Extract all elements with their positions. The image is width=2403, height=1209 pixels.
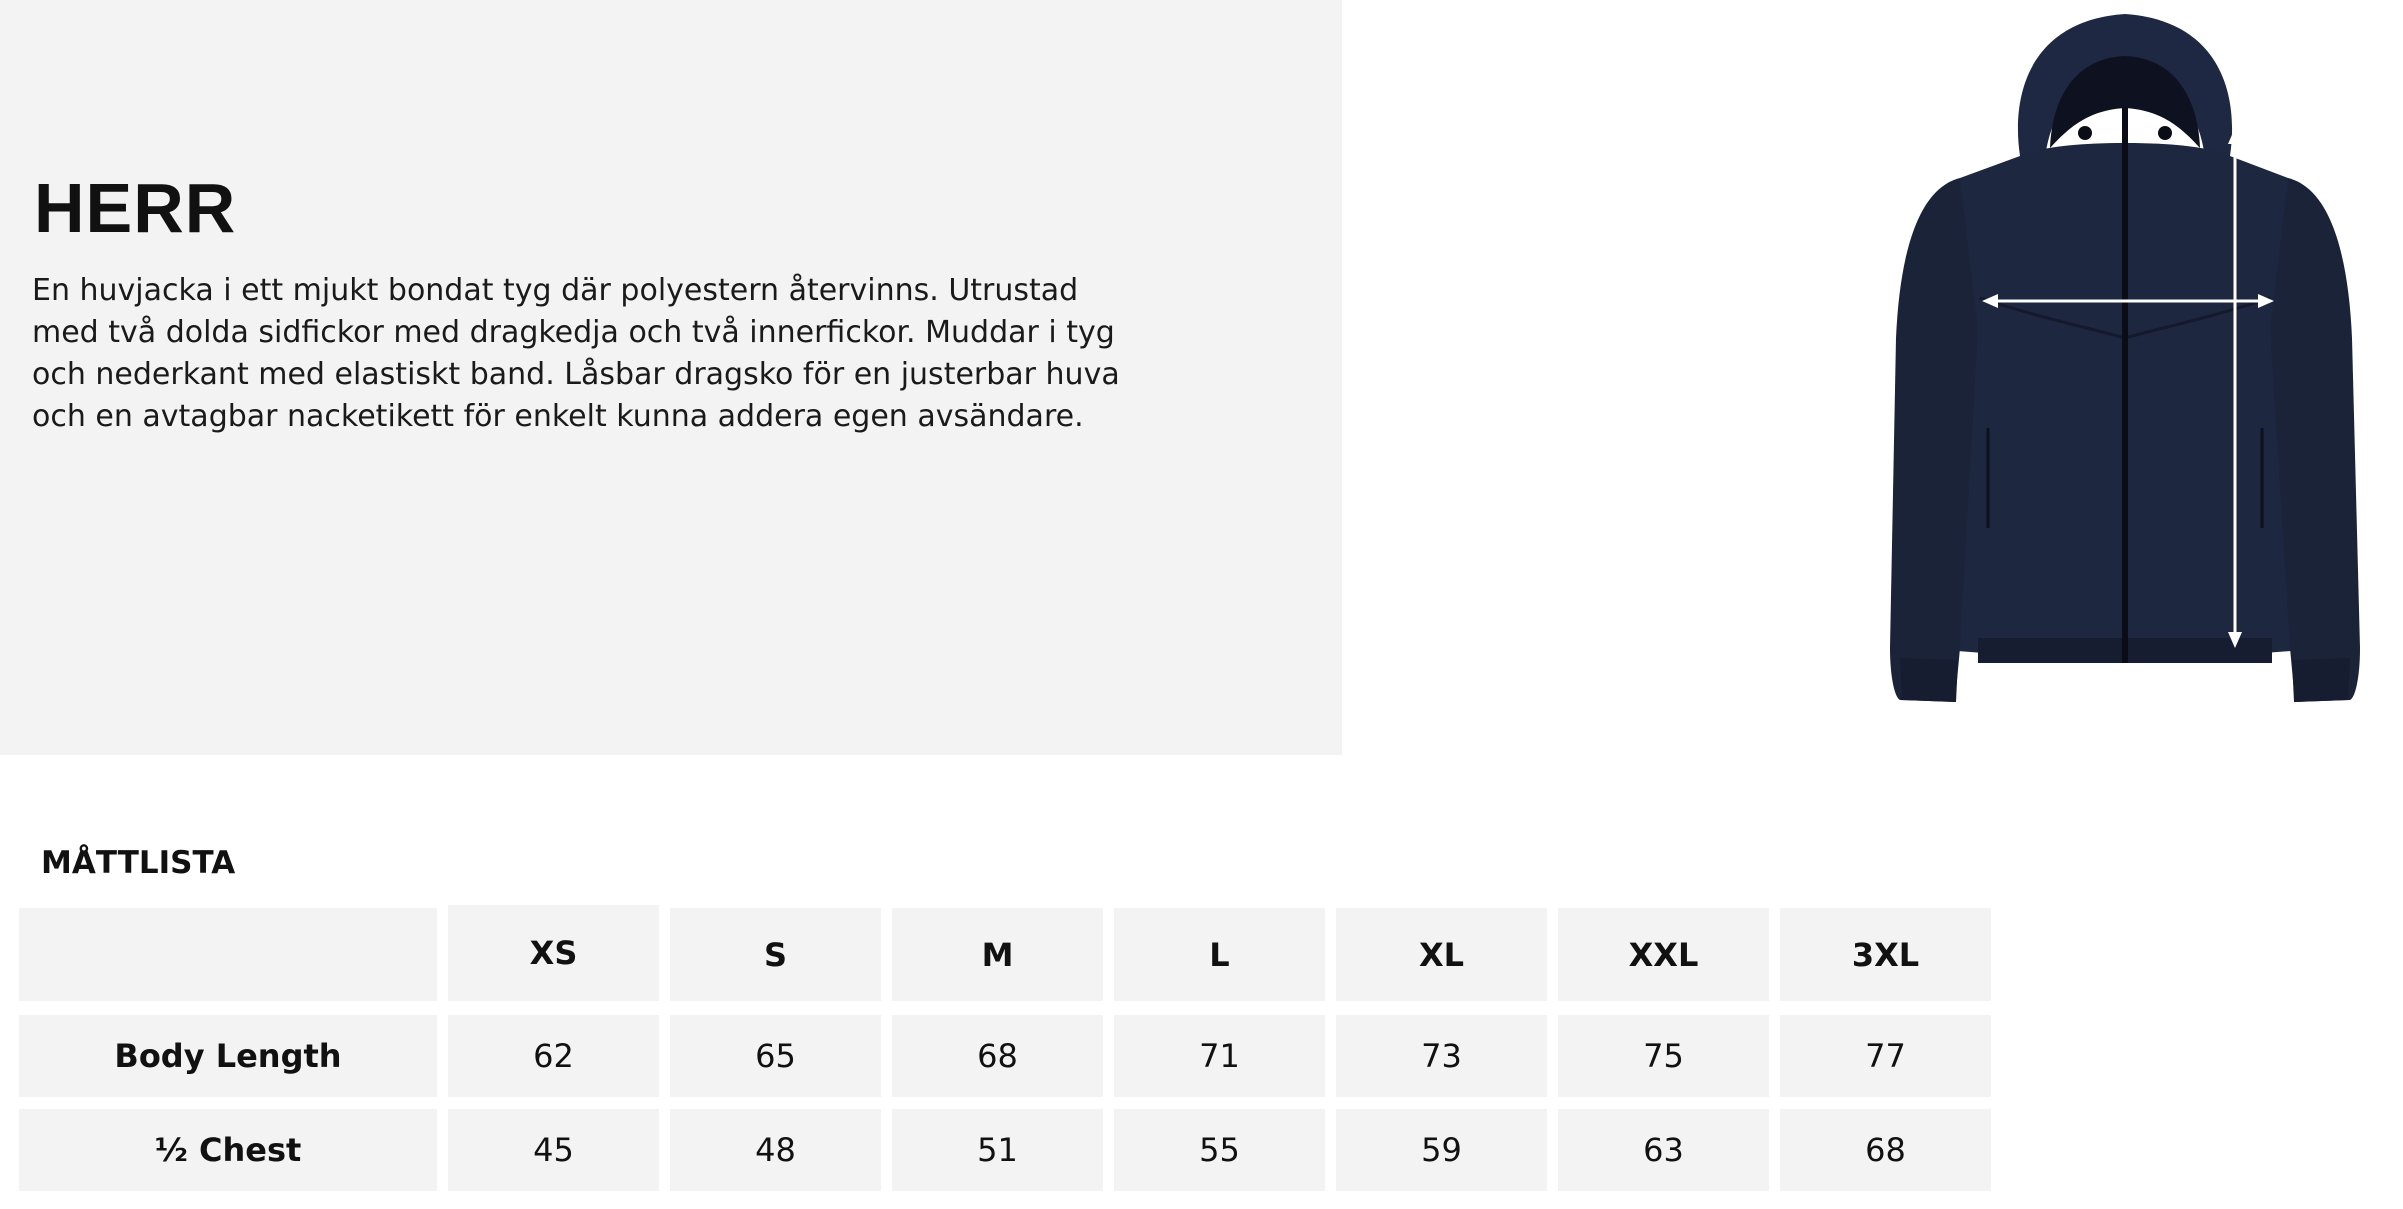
table-cell: 68 <box>1780 1109 1991 1191</box>
table-cell: 63 <box>1558 1109 1769 1191</box>
column-header-xs: XS <box>448 905 659 1001</box>
table-cell: 71 <box>1114 1015 1325 1097</box>
hooded-jacket-icon <box>1860 8 2400 713</box>
column-header-xxl: XXL <box>1558 908 1769 1001</box>
table-cell: 75 <box>1558 1015 1769 1097</box>
column-header-l: L <box>1114 908 1325 1001</box>
size-table-title: MÅTTLISTA <box>41 845 236 881</box>
page-title: HERR <box>34 169 237 247</box>
table-cell: 65 <box>670 1015 881 1097</box>
product-description: En huvjacka i ett mjukt bondat tyg där polyestern återvinns. Utrustad med två dolda sidfickor med dragkedja och två innerfickor. Muddar i tyg och nederkant med elastiskt band. Låsbar dragsko för en justerbar huva och en avtagbar nacketikett för enkelt kunna addera egen avsändare. <box>32 273 1120 434</box>
column-header-m: M <box>892 908 1103 1001</box>
table-cell: 62 <box>448 1015 659 1097</box>
product-info-panel <box>0 0 1342 755</box>
column-header-s: S <box>670 908 881 1001</box>
table-cell: 48 <box>670 1109 881 1191</box>
column-header-3xl: 3XL <box>1780 908 1991 1001</box>
table-cell: 59 <box>1336 1109 1547 1191</box>
row-label-half-chest: ½ Chest <box>19 1109 437 1191</box>
table-cell: 77 <box>1780 1015 1991 1097</box>
table-cell: 68 <box>892 1015 1103 1097</box>
table-cell: 51 <box>892 1109 1103 1191</box>
table-cell: 45 <box>448 1109 659 1191</box>
table-cell: 55 <box>1114 1109 1325 1191</box>
column-header-xl: XL <box>1336 908 1547 1001</box>
row-label-body-length: Body Length <box>19 1015 437 1097</box>
table-cell: 73 <box>1336 1015 1547 1097</box>
table-corner-cell <box>19 908 437 1001</box>
